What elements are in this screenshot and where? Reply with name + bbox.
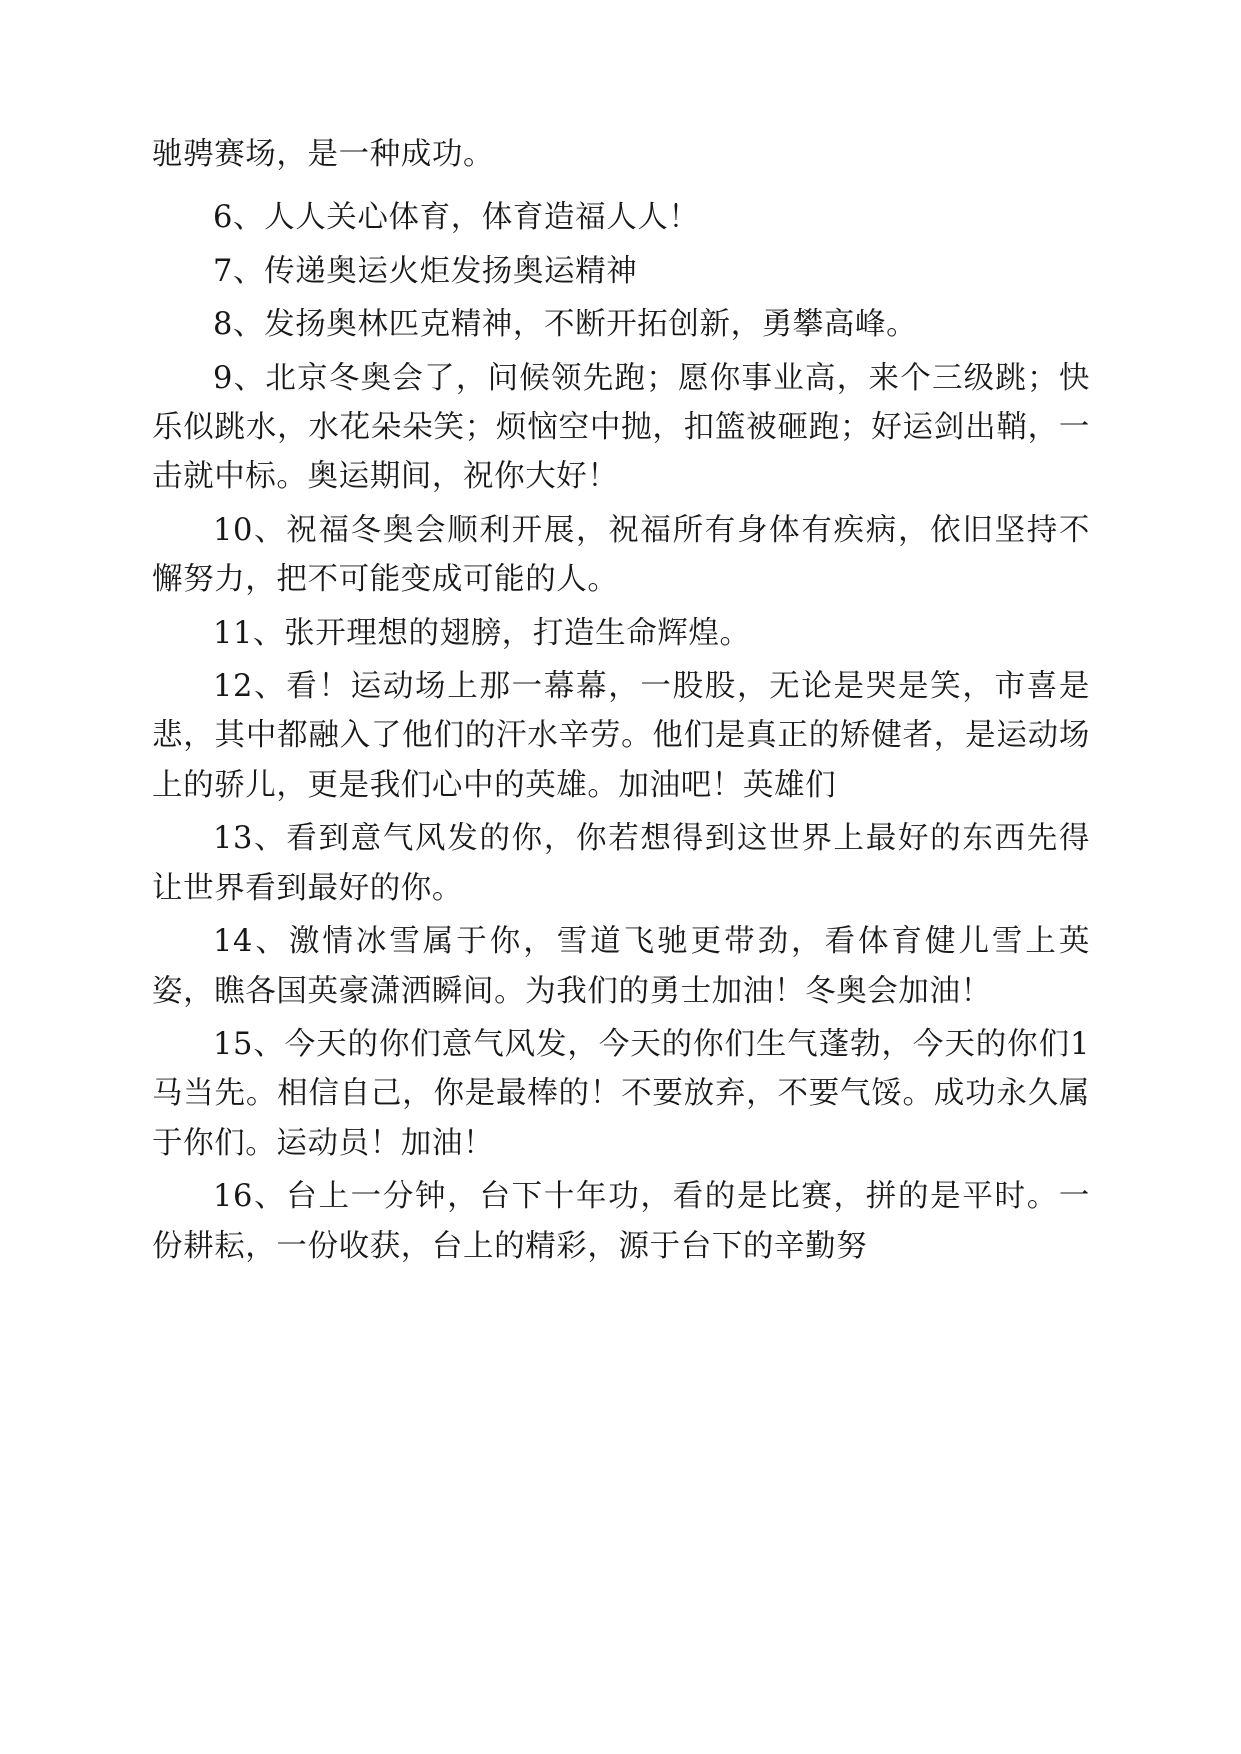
document-text-body: [152, 130, 1090, 1275]
paragraph-item-15: 15、今天的你们意气风发，今天的你们生气蓬勃，今天的你们1马当先。相信自己，你是最棒的！不要放弃，不要气馁。成功永久属于你们。运动员！加油！: [152, 1026, 1090, 1161]
paragraph-item-11: 11、张开理想的翅膀，打造生命辉煌。: [213, 615, 751, 651]
paragraph-item-6: 6、人人关心体育，体育造福人人！: [213, 200, 700, 236]
paragraph-item-13: 13、看到意气风发的你，你若想得到这世界上最好的东西先得让世界看到最好的你。: [152, 821, 1090, 906]
paragraph-item-9: 9、北京冬奥会了，问候领先跑；愿你事业高，来个三级跳；快乐似跳水，水花朵朵笑；烦恼空中抛，扣篮被砸跑；好运剑出鞘，一击就中标。奥运期间，祝你大好！: [152, 360, 1090, 495]
paragraph-item-14: 14、激情冰雪属于你，雪道飞驰更带劲，看体育健儿雪上英姿，瞧各国英豪潇洒瞬间。为我们的勇士加油！冬奥会加油！: [152, 924, 1090, 1009]
paragraph-item-7: 7、传递奥运火炬发扬奥运精神: [213, 253, 638, 289]
paragraph-item-10: 10、祝福冬奥会顺利开展，祝福所有身体有疾病，依旧坚持不懈努力，把不可能变成可能的人。: [152, 512, 1090, 598]
paragraph-item-12: 12、看！运动场上那一幕幕，一股股，无论是哭是笑，市喜是悲，其中都融入了他们的汗水辛劳。他们是真正的矫健者，是运动场上的骄儿，更是我们心中的英雄。加油吧！英雄们: [152, 669, 1090, 803]
paragraph-item-16: 16、台上一分钟，台下十年功，看的是比赛，拼的是平时。一份耕耘，一份收获，台上的精彩，源于台下的辛勤努: [152, 1179, 1090, 1264]
paragraph-item-8: 8、发扬奥林匹克精神，不断开拓创新，勇攀高峰。: [213, 307, 918, 343]
paragraph-continued: 驰骋赛场，是一种成功。: [152, 137, 495, 172]
